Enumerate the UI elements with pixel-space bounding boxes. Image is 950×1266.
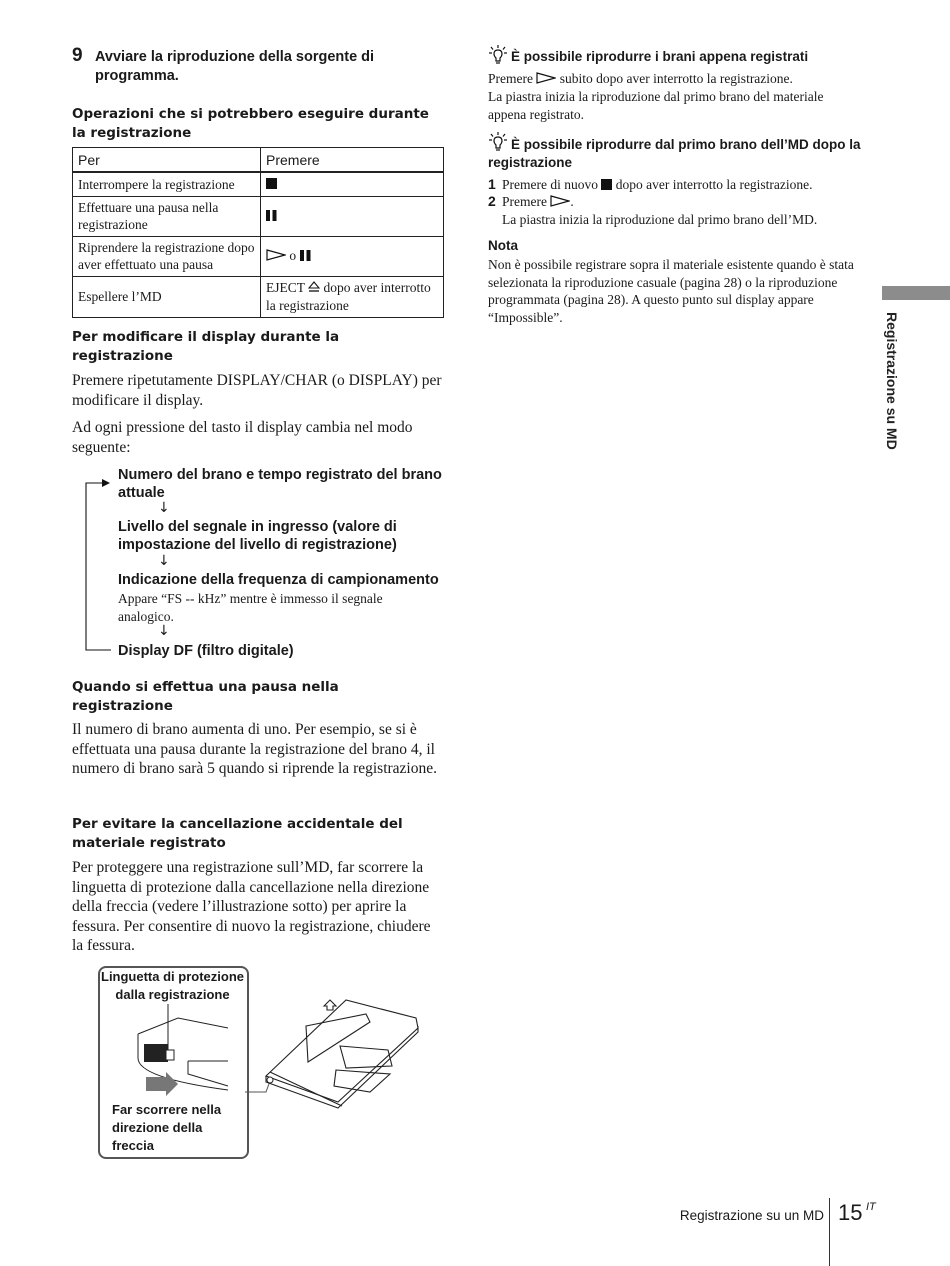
table-cell-press	[261, 236, 444, 276]
callout-top-line1: Linguetta di protezione	[101, 969, 244, 984]
page-suffix: IT	[866, 1201, 876, 1213]
eject-desc: dopo aver interrotto la registrazione	[266, 279, 431, 314]
table-row	[73, 196, 444, 236]
callout-bottom-line3: freccia	[112, 1138, 154, 1153]
flow-item-1: Numero del brano e tempo registrato del brano attuale	[118, 467, 442, 501]
table-cell-press	[261, 172, 444, 196]
tip2-item1-before: Premere di nuovo	[502, 177, 598, 192]
or-text: o	[289, 247, 297, 263]
table-row	[73, 276, 444, 317]
footer-section: Registrazione su un MD	[679, 1208, 824, 1223]
tip2-item1-after: dopo aver interrotto la registrazione.	[615, 177, 813, 192]
tip2-heading: È possibile riprodurre dal primo brano dell’MD dopo la registrazione	[488, 137, 861, 170]
tip2-item1	[502, 176, 862, 195]
tip2-item2-sub: La piastra inizia la riproduzione dal primo brano dell’MD.	[502, 212, 818, 227]
table-header-row	[73, 148, 444, 173]
play-icon	[266, 248, 286, 266]
down-arrow-icon: ↓	[158, 553, 170, 569]
footer-divider	[829, 1198, 830, 1266]
down-arrow-icon: ↓	[158, 623, 170, 639]
flow-item-2: Livello del segnale in ingresso (valore di impostazione del livello di registrazione)	[118, 519, 397, 553]
table-row	[73, 236, 444, 276]
pause-para: Il numero di brano aumenta di uno. Per esempio, se si è effettuata una pausa durante la registrazione del brano 4, il numero di brano sarà 5 quando si riprende la registrazione.	[72, 721, 437, 777]
side-tab-marker	[882, 286, 950, 300]
side-tab-text: Registrazione su MD	[884, 312, 900, 450]
callout-top-line2: dalla registrazione	[115, 987, 230, 1002]
flow-item-3: Indicazione della frequenza di campionamento	[118, 572, 439, 588]
table-cell-press	[261, 276, 444, 317]
stop-icon	[266, 176, 277, 194]
pause-heading: Quando si effettua una pausa nella registrazione	[72, 679, 339, 714]
table-header-premere: Premere	[261, 148, 444, 173]
display-para2: Ad ogni pressione del tasto il display cambia nel modo seguente:	[72, 419, 413, 456]
tip2-item2-after: .	[570, 194, 574, 209]
tip1-line1-before: Premere	[488, 71, 533, 86]
table-header-per: Per	[73, 148, 261, 173]
eject-label: EJECT	[266, 279, 305, 295]
note-text: Non è possibile registrare sopra il materiale esistente quando è stata selezionata la riproduzione casuale (pagina 28) o la riproduzione programmata (pagina 28). A questo punto sul display appare “Impossible”.	[488, 257, 854, 325]
table-cell-action: Effettuare una pausa nella registrazione	[73, 196, 261, 236]
table-cell-action: Espellere l’MD	[73, 276, 261, 317]
display-para1: Premere ripetutamente DISPLAY/CHAR (o DISPLAY) per modificare il display.	[72, 372, 442, 409]
tip1-line2: La piastra inizia la riproduzione dal primo brano del materiale appena registrato.	[488, 89, 824, 122]
table-cell-action: Riprendere la registrazione dopo aver effettuato una pausa	[73, 236, 261, 276]
callout-bottom-line1: Far scorrere nella	[112, 1102, 222, 1117]
table-row	[73, 172, 444, 196]
table-cell-press	[261, 196, 444, 236]
table-cell-action: Interrompere la registrazione	[73, 172, 261, 196]
step-number: 9	[72, 45, 83, 66]
play-icon	[550, 194, 570, 212]
flow-item-4: Display DF (filtro digitale)	[118, 643, 294, 659]
protect-para: Per proteggere una registrazione sull’MD, far scorrere la linguetta di protezione dalla cancellazione nella direzione della freccia (vedere l’illustrazione sotto) per aprire la fessura. Per consentire di nuovo la registrazione, chiudere la fessura.	[72, 859, 431, 954]
down-arrow-icon: ↓	[158, 500, 170, 516]
tip2-item2	[502, 193, 862, 212]
step-text: Avviare la riproduzione della sorgente di programma.	[95, 49, 375, 84]
callout-bottom-line2: direzione della	[112, 1120, 203, 1135]
tip2-item2-num: 2	[488, 193, 496, 209]
display-heading: Per modificare il display durante la registrazione	[72, 329, 340, 364]
operations-table	[72, 147, 444, 318]
tip1-heading: È possibile riprodurre i brani appena registrati	[511, 49, 809, 64]
page-number: 15	[838, 1200, 863, 1225]
pause-icon	[300, 248, 311, 266]
tip1-line1-after: subito dopo aver interrotto la registrazione.	[559, 71, 793, 86]
note-heading: Nota	[488, 238, 518, 253]
protect-heading: Per evitare la cancellazione accidentale del materiale registrato	[72, 816, 403, 851]
tip1-line1	[488, 70, 858, 89]
play-icon	[536, 71, 556, 89]
eject-icon	[308, 280, 320, 298]
pause-icon	[266, 208, 277, 226]
side-tab-label	[884, 312, 914, 452]
lightbulb-icon	[488, 44, 508, 66]
flow-loop-line	[80, 476, 120, 656]
flow-item-3-note: Appare “FS -- kHz” mentre è immesso il segnale analogico.	[118, 591, 383, 624]
tip2-item1-num: 1	[488, 176, 496, 192]
tip2-item2-before: Premere	[502, 194, 547, 209]
operations-heading: Operazioni che si potrebbero eseguire durante la registrazione	[72, 106, 429, 141]
